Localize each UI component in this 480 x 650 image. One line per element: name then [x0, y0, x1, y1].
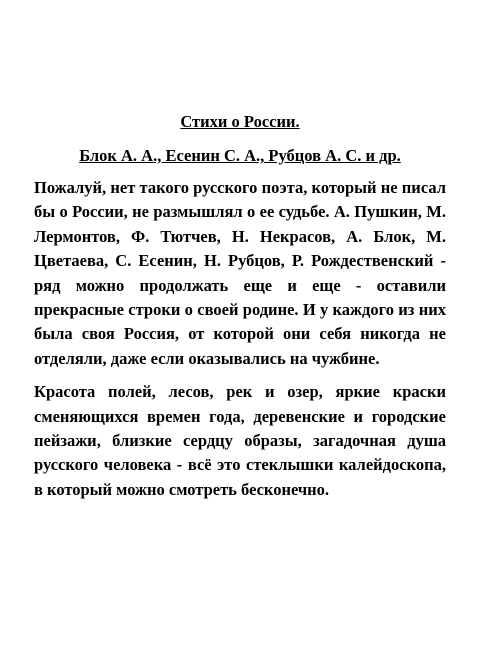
document-subtitle: Блок А. А., Есенин С. А., Рубцов А. С. и др. — [79, 146, 401, 165]
paragraph: Пожалуй, нет такого русского поэта, который не писал бы о России, не размышлял о ее судьбе. А. Пушкин, М. Лермонтов, Ф. Тютчев, Н. Некрасов, А. Блок, М. Цветаева, С. Есенин, Н. Рубцов, Р. Рождественский - ряд можно продолжать еще и еще - оставили прекрасные строки о своей родине. И у каждого из них была своя Россия, от которой они себя никогда не отделяли, даже если оказывались на чужбине. — [34, 178, 446, 368]
document-title: Стихи о России. — [180, 112, 300, 131]
document-page — [34, 110, 446, 511]
paragraph: Красота полей, лесов, рек и озер, яркие краски сменяющихся времен года, деревенские и городские пейзажи, близкие сердцу образы, загадочная душа русского человека - всё это стеклышки калейдоскопа, в который можно смотреть бесконечно. — [34, 382, 446, 499]
